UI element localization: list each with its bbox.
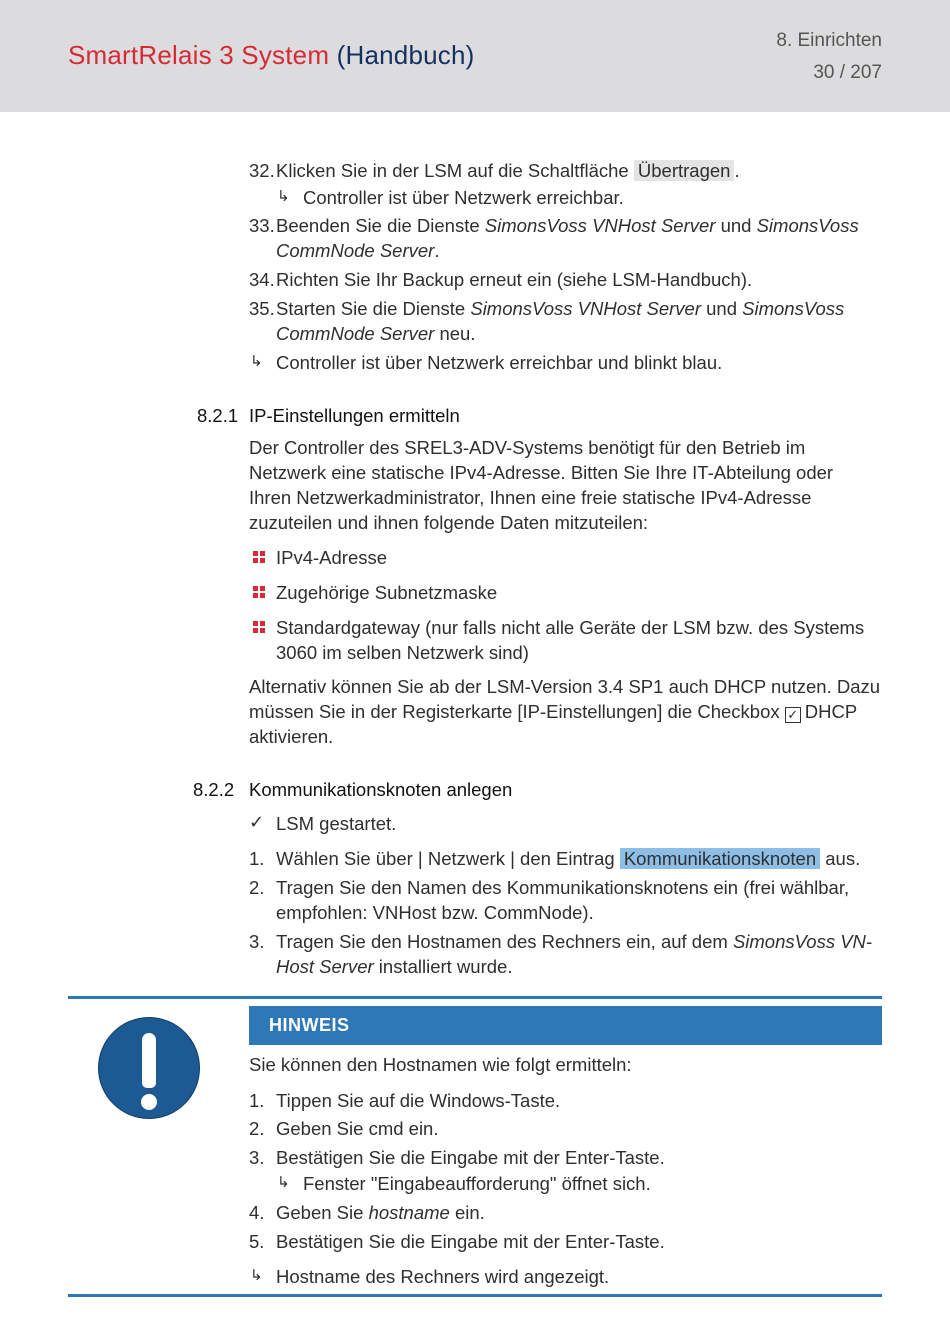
step-text [276,929,872,954]
document-title [68,40,474,71]
checkbox-checked-icon: ✓ [785,707,801,723]
paragraph-line [249,699,857,724]
step-text-part: und [701,298,743,319]
list-item: Zugehörige Subnetzmaske [276,582,498,603]
step-text-part: und [715,215,757,236]
paragraph-line: Ihren Netzwerkadministrator, Ihnen eine freie statische IPv4-Adresse [249,487,812,508]
step-number: 34. [249,269,275,290]
step-text: Geben Sie cmd ein. [276,1118,439,1139]
step-text: Bestätigen Sie die Eingabe mit der Enter-Taste. [276,1231,665,1252]
service-name: CommNode Server [276,240,435,261]
kommunikationsknoten-entry-ref: Kommunikationsknoten [620,848,820,869]
note-header [249,1006,882,1045]
paragraph-line: aktivieren. [249,726,334,747]
step-text [276,213,859,238]
step-text-part: installiert wurde. [373,956,513,977]
note-label: HINWEIS [269,1015,350,1035]
note-intro: Sie können den Hostnamen wie folgt ermitteln: [249,1054,632,1075]
chapter-label: 8. Einrichten [776,30,882,51]
command-name: hostname [368,1202,450,1223]
section-number: 8.2.1 [197,405,239,426]
section-title: IP-Einstellungen ermitteln [249,405,460,426]
step-text [276,296,844,321]
dhcp-checkbox-label: DHCP [804,701,858,722]
step-text-part: Geben Sie [276,1202,369,1223]
service-name: SimonsVoss VN- [732,931,873,952]
step-text: Richten Sie Ihr Backup erneut ein (siehe LSM-Handbuch). [276,269,753,290]
step-number: 33. [249,215,275,236]
list-item: IPv4-Adresse [276,547,388,568]
step-text-part: Starten Sie die Dienste [276,298,471,319]
service-name: SimonsVoss VNHost Server [484,215,716,236]
step-text-part: Klicken Sie in der LSM auf die Schaltfläche [276,160,629,181]
result-arrow-icon: ↳ [277,1174,290,1191]
exclamation-icon [99,1018,199,1118]
bullet-icon [253,621,265,633]
step-text-part: neu. [434,323,476,344]
paragraph-line: Alternativ können Sie ab der LSM-Version 3.4 SP1 auch DHCP nutzen. Dazu [249,676,881,697]
page-header [0,0,950,112]
transfer-button-ref: Übertragen [634,160,735,181]
check-icon: ✓ [249,812,265,832]
step-number: 1. [249,848,265,869]
precondition: LSM gestartet. [276,813,397,834]
step-number: 3. [249,1147,265,1168]
bullet-icon [253,586,265,598]
service-name: SimonsVoss [756,215,859,236]
step-text-part: . [434,240,440,261]
step-text-part: . [734,160,740,181]
page-number: 30 / 207 [813,62,882,83]
step-result: Controller ist über Netzwerk erreichbar und blinkt blau. [276,352,723,373]
step-text-part: Beenden Sie die Dienste [276,215,485,236]
note-bottom-rule [68,1294,882,1297]
section-number: 8.2.2 [193,779,235,800]
step-text [276,846,860,871]
step-number: 2. [249,1118,265,1139]
step-text-cont: empfohlen: VNHost bzw. CommNode). [276,902,594,923]
step-text-cont [276,321,475,346]
paragraph-line: Netzwerk eine statische IPv4-Adresse. Bitten Sie Ihre IT-Abteilung oder [249,462,834,483]
section-title: Kommunikationsknoten anlegen [249,779,513,800]
step-text-cont [276,238,439,263]
note-result: Hostname des Rechners wird angezeigt. [276,1266,610,1287]
step-number: 32. [249,160,275,181]
step-text [276,158,740,183]
step-number: 3. [249,931,265,952]
step-text [276,1200,485,1225]
result-arrow-icon: ↳ [250,1267,263,1284]
paragraph-line: Der Controller des SREL3-ADV-Systems benötigt für den Betrieb im [249,437,806,458]
step-text-cont [276,954,512,979]
step-text-part: ein. [449,1202,485,1223]
step-number: 2. [249,877,265,898]
step-result: Controller ist über Netzwerk erreichbar. [303,187,624,208]
result-arrow-icon: ↳ [250,353,263,370]
service-name: CommNode Server [276,323,435,344]
step-number: 5. [249,1231,265,1252]
step-number: 4. [249,1202,265,1223]
step-result: Fenster "Eingabeaufforderung" öffnet sich. [303,1173,651,1194]
step-text: Tippen Sie auf die Windows-Taste. [276,1090,561,1111]
step-text-part: Tragen Sie den Hostnamen des Rechners ein, auf dem [276,931,733,952]
title-product: SmartRelais 3 System [68,40,330,70]
step-number: 35. [249,298,275,319]
service-name: Host Server [276,956,374,977]
paragraph-text: müssen Sie in der Registerkarte [IP-Einstellungen] die Checkbox [249,701,780,722]
list-item-cont: 3060 im selben Netzwerk sind) [276,642,529,663]
title-manual: (Handbuch) [336,40,475,70]
step-text-part: Wählen Sie über | Netzwerk | den Eintrag [276,848,615,869]
bullet-icon [253,551,265,563]
paragraph-line: zuzuteilen und ihnen folgende Daten mitzuteilen: [249,512,649,533]
step-text: Bestätigen Sie die Eingabe mit der Enter-Taste. [276,1147,665,1168]
service-name: SimonsVoss VNHost Server [470,298,701,319]
step-number: 1. [249,1090,265,1111]
service-name: SimonsVoss [742,298,845,319]
note-top-rule [68,996,882,999]
result-arrow-icon: ↳ [277,188,290,205]
step-text: Tragen Sie den Namen des Kommunikationsknotens ein (frei wählbar, [276,877,850,898]
step-text-part: aus. [825,848,861,869]
list-item: Standardgateway (nur falls nicht alle Geräte der LSM bzw. des Systems [276,617,865,638]
